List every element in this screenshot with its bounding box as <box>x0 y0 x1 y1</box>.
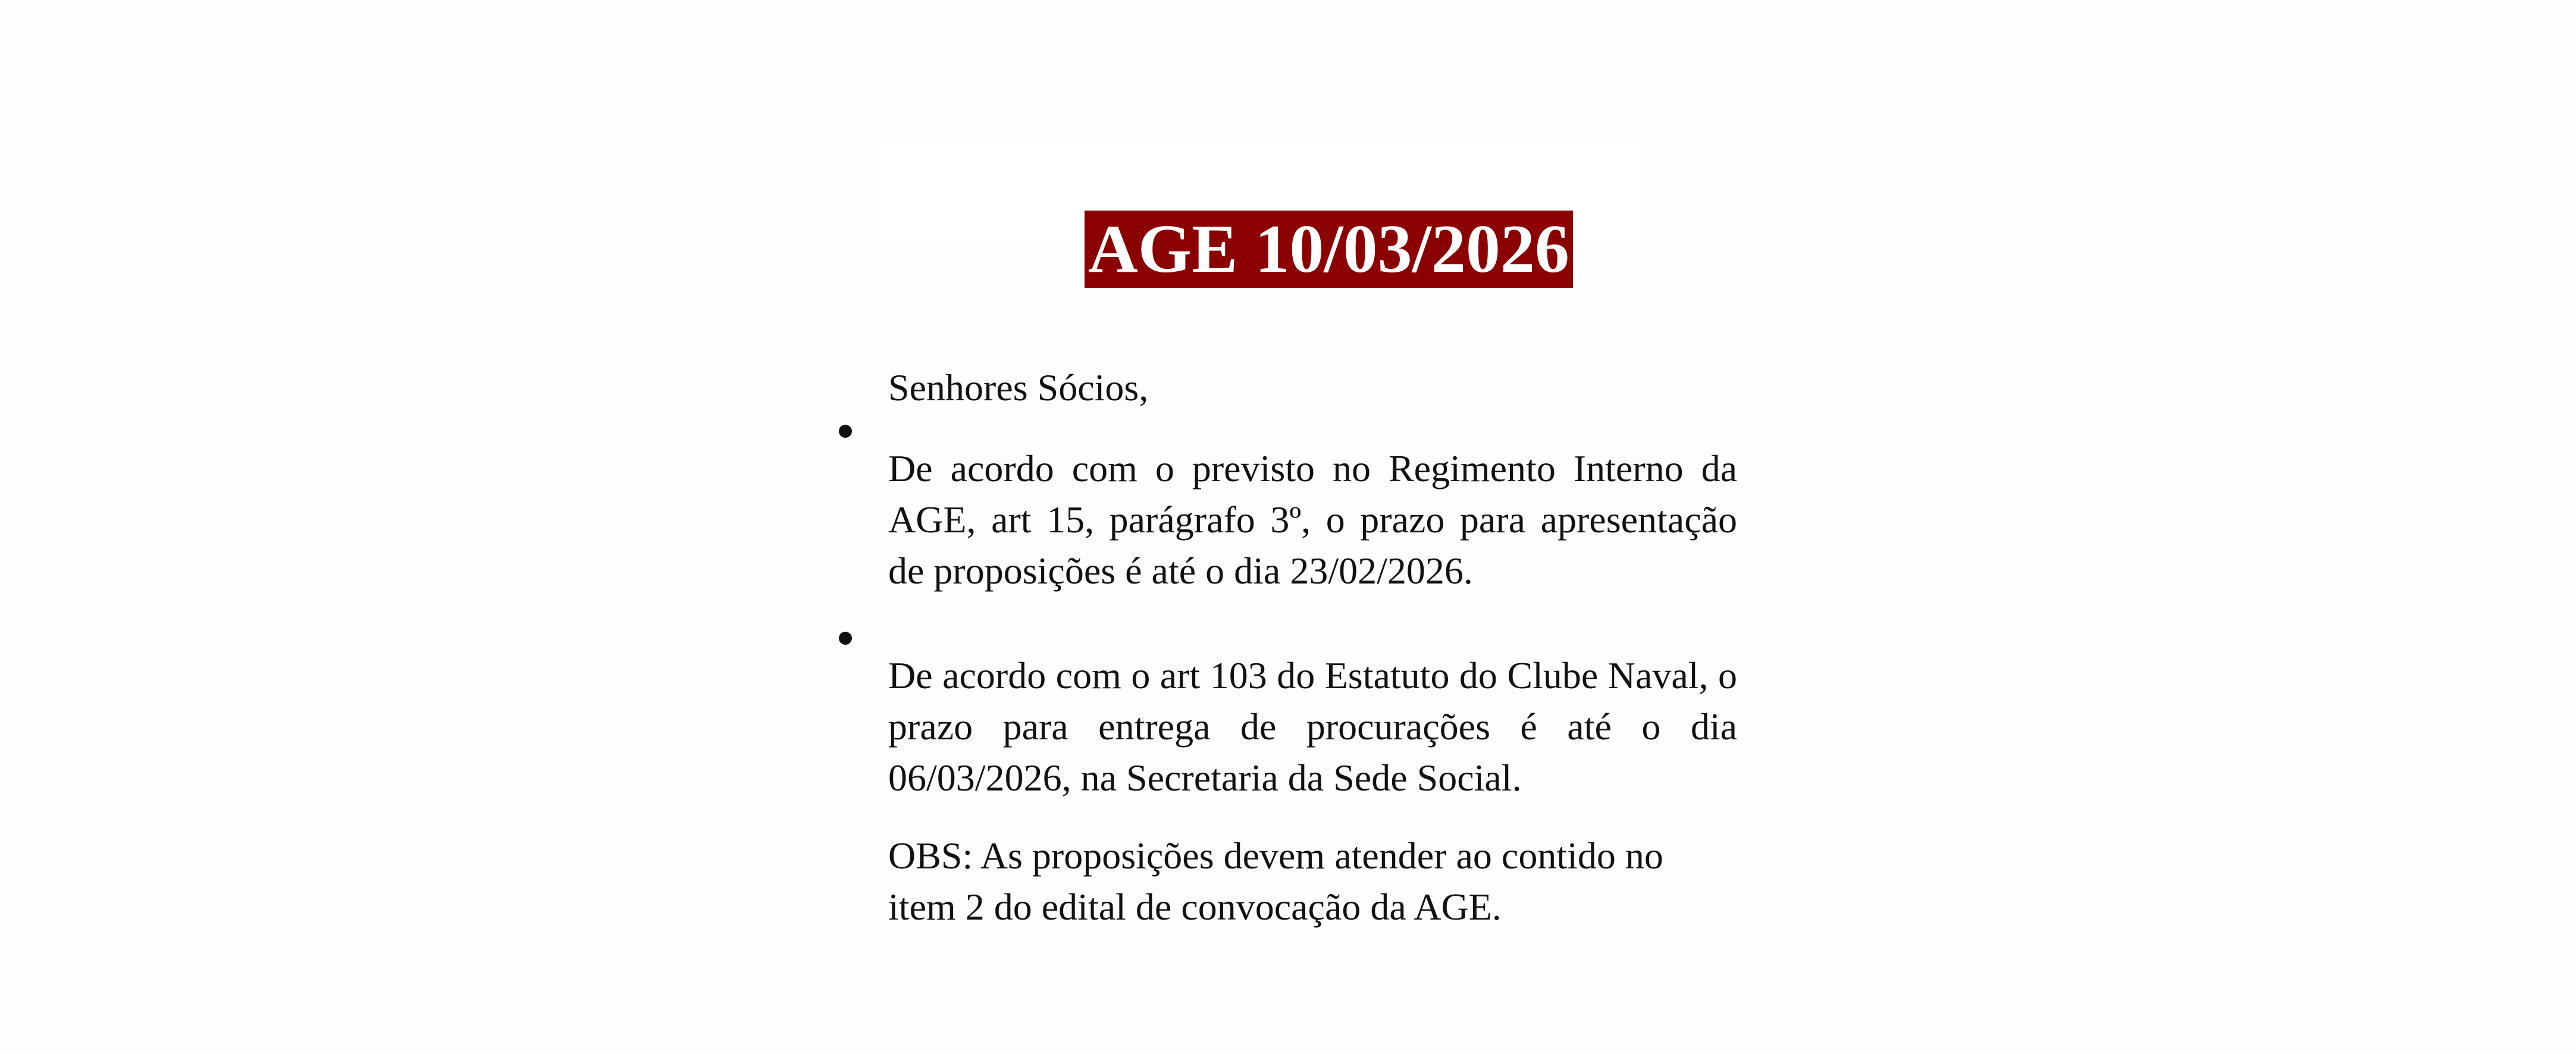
bullet-icon <box>839 425 852 438</box>
list-item: De acordo com o art 103 do Estatuto do Clube Naval, o prazo para entrega de procurações é até o dia 06/03/2026, na Secretaria da Sede Social. <box>888 654 1737 799</box>
salutation: Senhores Sócios, <box>888 366 1149 409</box>
list-item: De acordo com o previsto no Regimento Interno da AGE, art 15, parágrafo 3º, o prazo para apresentação de proposições é até o dia 23/02/2026. <box>888 447 1737 592</box>
page-title: AGE 10/03/2026 <box>1085 211 1573 288</box>
observation-note: OBS: As proposições devem atender ao contido no item 2 do edital de convocação da AGE. <box>888 835 1663 928</box>
bullet-icon <box>839 632 852 645</box>
